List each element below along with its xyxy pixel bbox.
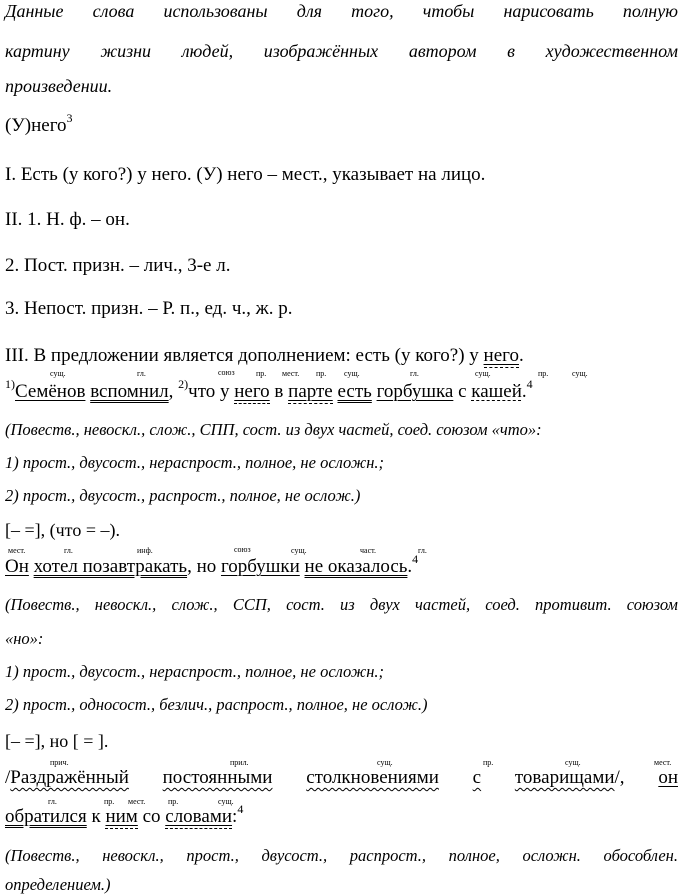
s1-scheme: [– =], (что = –).	[5, 520, 120, 540]
predicate-word: есть	[337, 381, 372, 402]
circumstance-word: парте	[288, 381, 333, 402]
predicate-word: не оказалось	[304, 556, 408, 577]
punct: ,	[168, 381, 174, 402]
pos-label: прич.	[50, 758, 69, 767]
intro-word: использованы	[163, 1, 268, 21]
intro-word: автором	[408, 41, 477, 61]
predicate-word: обратился	[5, 806, 87, 827]
pos-label: союз	[218, 368, 235, 377]
intro-word: художественном	[545, 41, 678, 61]
s1-note-2: 1) прост., двусост., нераспрост., полное, не осложн.;	[5, 453, 385, 472]
punct: /	[5, 767, 11, 788]
pos-label: сущ.	[475, 369, 491, 378]
predicate-word: вспомнил	[90, 381, 169, 402]
analysis-mark: 4	[237, 801, 244, 816]
modifier-word: кашей	[471, 381, 522, 402]
note-word: прост.,	[186, 846, 239, 865]
intro-word: Данные	[5, 1, 64, 21]
preposition-word: у	[220, 381, 230, 402]
intro-word: в	[507, 41, 515, 61]
s2-note-1b: «но»:	[5, 629, 44, 648]
analysis-p2: II. 1. Н. ф. – он.	[5, 209, 130, 230]
analysis-p1: I. Есть (у кого?) у него. (У) него – мест., указывает на лицо.	[5, 164, 486, 185]
pos-label: сущ.	[344, 369, 360, 378]
note-word: (Повеств.,	[5, 846, 80, 865]
modifier-word: товарищами	[514, 767, 615, 788]
subject-word: горбушка	[376, 381, 454, 402]
note-word: распрост.,	[349, 846, 427, 865]
punct: .	[521, 381, 527, 402]
pos-label: гл.	[410, 369, 419, 378]
s2-note-2: 1) прост., двусост., нераспрост., полное, не осложн.;	[5, 662, 385, 681]
punct: .	[407, 556, 413, 577]
pos-label: сущ.	[218, 797, 234, 806]
pos-label: сущ.	[565, 758, 581, 767]
preposition-word: со	[142, 806, 161, 827]
pronoun-heading	[5, 110, 73, 137]
pos-label: мест.	[128, 797, 146, 806]
pos-label: сущ.	[291, 546, 307, 555]
sentence-3-start	[5, 767, 129, 789]
s3-note-1b: определением.)	[5, 875, 111, 894]
note-word: (Повеств.,	[5, 595, 80, 614]
analysis-p5	[5, 345, 524, 367]
analysis-p5-end: .	[518, 345, 524, 366]
pos-label: пр.	[168, 797, 179, 806]
object-word: словами	[165, 806, 233, 827]
pos-label: гл.	[418, 546, 427, 555]
note-word: сост.	[286, 595, 325, 614]
pos-label: гл.	[48, 797, 57, 806]
subject-word: Он	[5, 556, 29, 577]
intro-line-3: произведении.	[5, 76, 113, 96]
analysis-mark: 4	[526, 376, 533, 391]
intro-word: картину	[5, 41, 70, 61]
punct: /,	[614, 767, 625, 788]
note-word: полное,	[448, 846, 500, 865]
note-word: из	[340, 595, 355, 614]
pos-label: инф.	[137, 546, 153, 555]
pos-label: пр.	[483, 758, 494, 767]
object-word: ним	[105, 806, 138, 827]
s2-note-3: 2) прост., односост., безлич., распрост., полное, не ослож.)	[5, 695, 428, 714]
analysis-p5-text: III. В предложении является дополнением: есть (у кого?) у	[5, 345, 484, 366]
intro-word: жизни	[100, 41, 152, 61]
predicate-word: хотел позавтракать	[33, 556, 188, 577]
punct: :	[232, 806, 238, 827]
intro-word: людей,	[181, 41, 234, 61]
pronoun-mark: 3	[66, 110, 73, 125]
subject-word: Семёнов	[15, 381, 86, 402]
sentence-3-line-1	[5, 767, 678, 789]
note-word: невоскл.,	[94, 595, 157, 614]
s1-note-1: (Повеств., невоскл., слож., СПП, сост. из двух частей, соед. союзом «что»:	[5, 420, 542, 439]
modifier-word: постоянными	[162, 767, 273, 788]
note-word: двусост.,	[261, 846, 328, 865]
analysis-p5-word: него	[483, 345, 519, 366]
preposition-word: в	[274, 381, 284, 402]
pos-label: пр.	[538, 369, 549, 378]
intro-word: чтобы	[422, 1, 475, 21]
note-word: обособлен.	[603, 846, 678, 865]
analysis-p3: 2. Пост. призн. – лич., 3-е л.	[5, 255, 231, 276]
sentence-1	[5, 376, 533, 403]
note-word: ССП,	[232, 595, 271, 614]
object-word: него	[234, 381, 270, 402]
note-word: двух	[369, 595, 400, 614]
intro-word: полную	[622, 1, 678, 21]
s1-note-3: 2) прост., двусост., распрост., полное, не ослож.)	[5, 486, 361, 505]
note-word: осложн.	[522, 846, 581, 865]
subject-word: горбушки	[220, 556, 300, 577]
analysis-mark: 4	[412, 551, 419, 566]
s3-note-1	[5, 845, 678, 867]
preposition-word: к	[91, 806, 101, 827]
pos-label: пр.	[256, 369, 267, 378]
conjunction-word: , но	[187, 556, 217, 577]
pos-label: гл.	[64, 546, 73, 555]
pos-label: сущ.	[377, 758, 393, 767]
pos-label: сущ.	[50, 369, 66, 378]
sentence-1-part-marker: 2)	[178, 376, 189, 391]
subject-word: он	[658, 767, 678, 788]
note-word: союзом	[626, 595, 678, 614]
modifier-word: столкновениями	[306, 767, 439, 788]
note-word: слож.,	[171, 595, 218, 614]
s2-scheme: [– =], но [ = ].	[5, 731, 109, 751]
intro-word: того,	[351, 1, 394, 21]
preposition-word: с	[458, 381, 467, 402]
pos-label: пр.	[316, 369, 327, 378]
analysis-p4: 3. Непост. призн. – Р. п., ед. ч., ж. р.	[5, 298, 293, 319]
intro-word: слова	[92, 1, 135, 21]
sentence-3-participle-end	[515, 767, 625, 789]
conjunction-word: что	[188, 381, 216, 402]
modifier-word: с	[472, 767, 482, 788]
note-word: невоскл.,	[102, 846, 164, 865]
s2-note-1	[5, 594, 678, 616]
intro-word: изображённых	[263, 41, 379, 61]
pos-label: мест.	[282, 369, 300, 378]
note-word: соед.	[485, 595, 520, 614]
pos-label: прил.	[230, 758, 249, 767]
intro-word: нарисовать	[503, 1, 594, 21]
note-word: противит.	[535, 595, 612, 614]
pos-label: пр.	[104, 797, 115, 806]
pos-label: гл.	[137, 369, 146, 378]
intro-line-1	[5, 0, 678, 22]
sentence-1-part-marker: 1)	[5, 376, 15, 391]
pronoun-word: (У)него	[5, 115, 67, 136]
pos-label: част.	[360, 546, 377, 555]
sentence-2	[5, 551, 419, 578]
pos-label: союз	[234, 545, 251, 554]
intro-word: для	[296, 1, 323, 21]
intro-line-2	[5, 40, 678, 62]
modifier-word: Раздражённый	[10, 767, 129, 788]
pos-label: мест.	[8, 546, 26, 555]
note-word: частей,	[415, 595, 471, 614]
pos-label: сущ.	[572, 369, 588, 378]
pos-label: мест.	[654, 758, 672, 767]
